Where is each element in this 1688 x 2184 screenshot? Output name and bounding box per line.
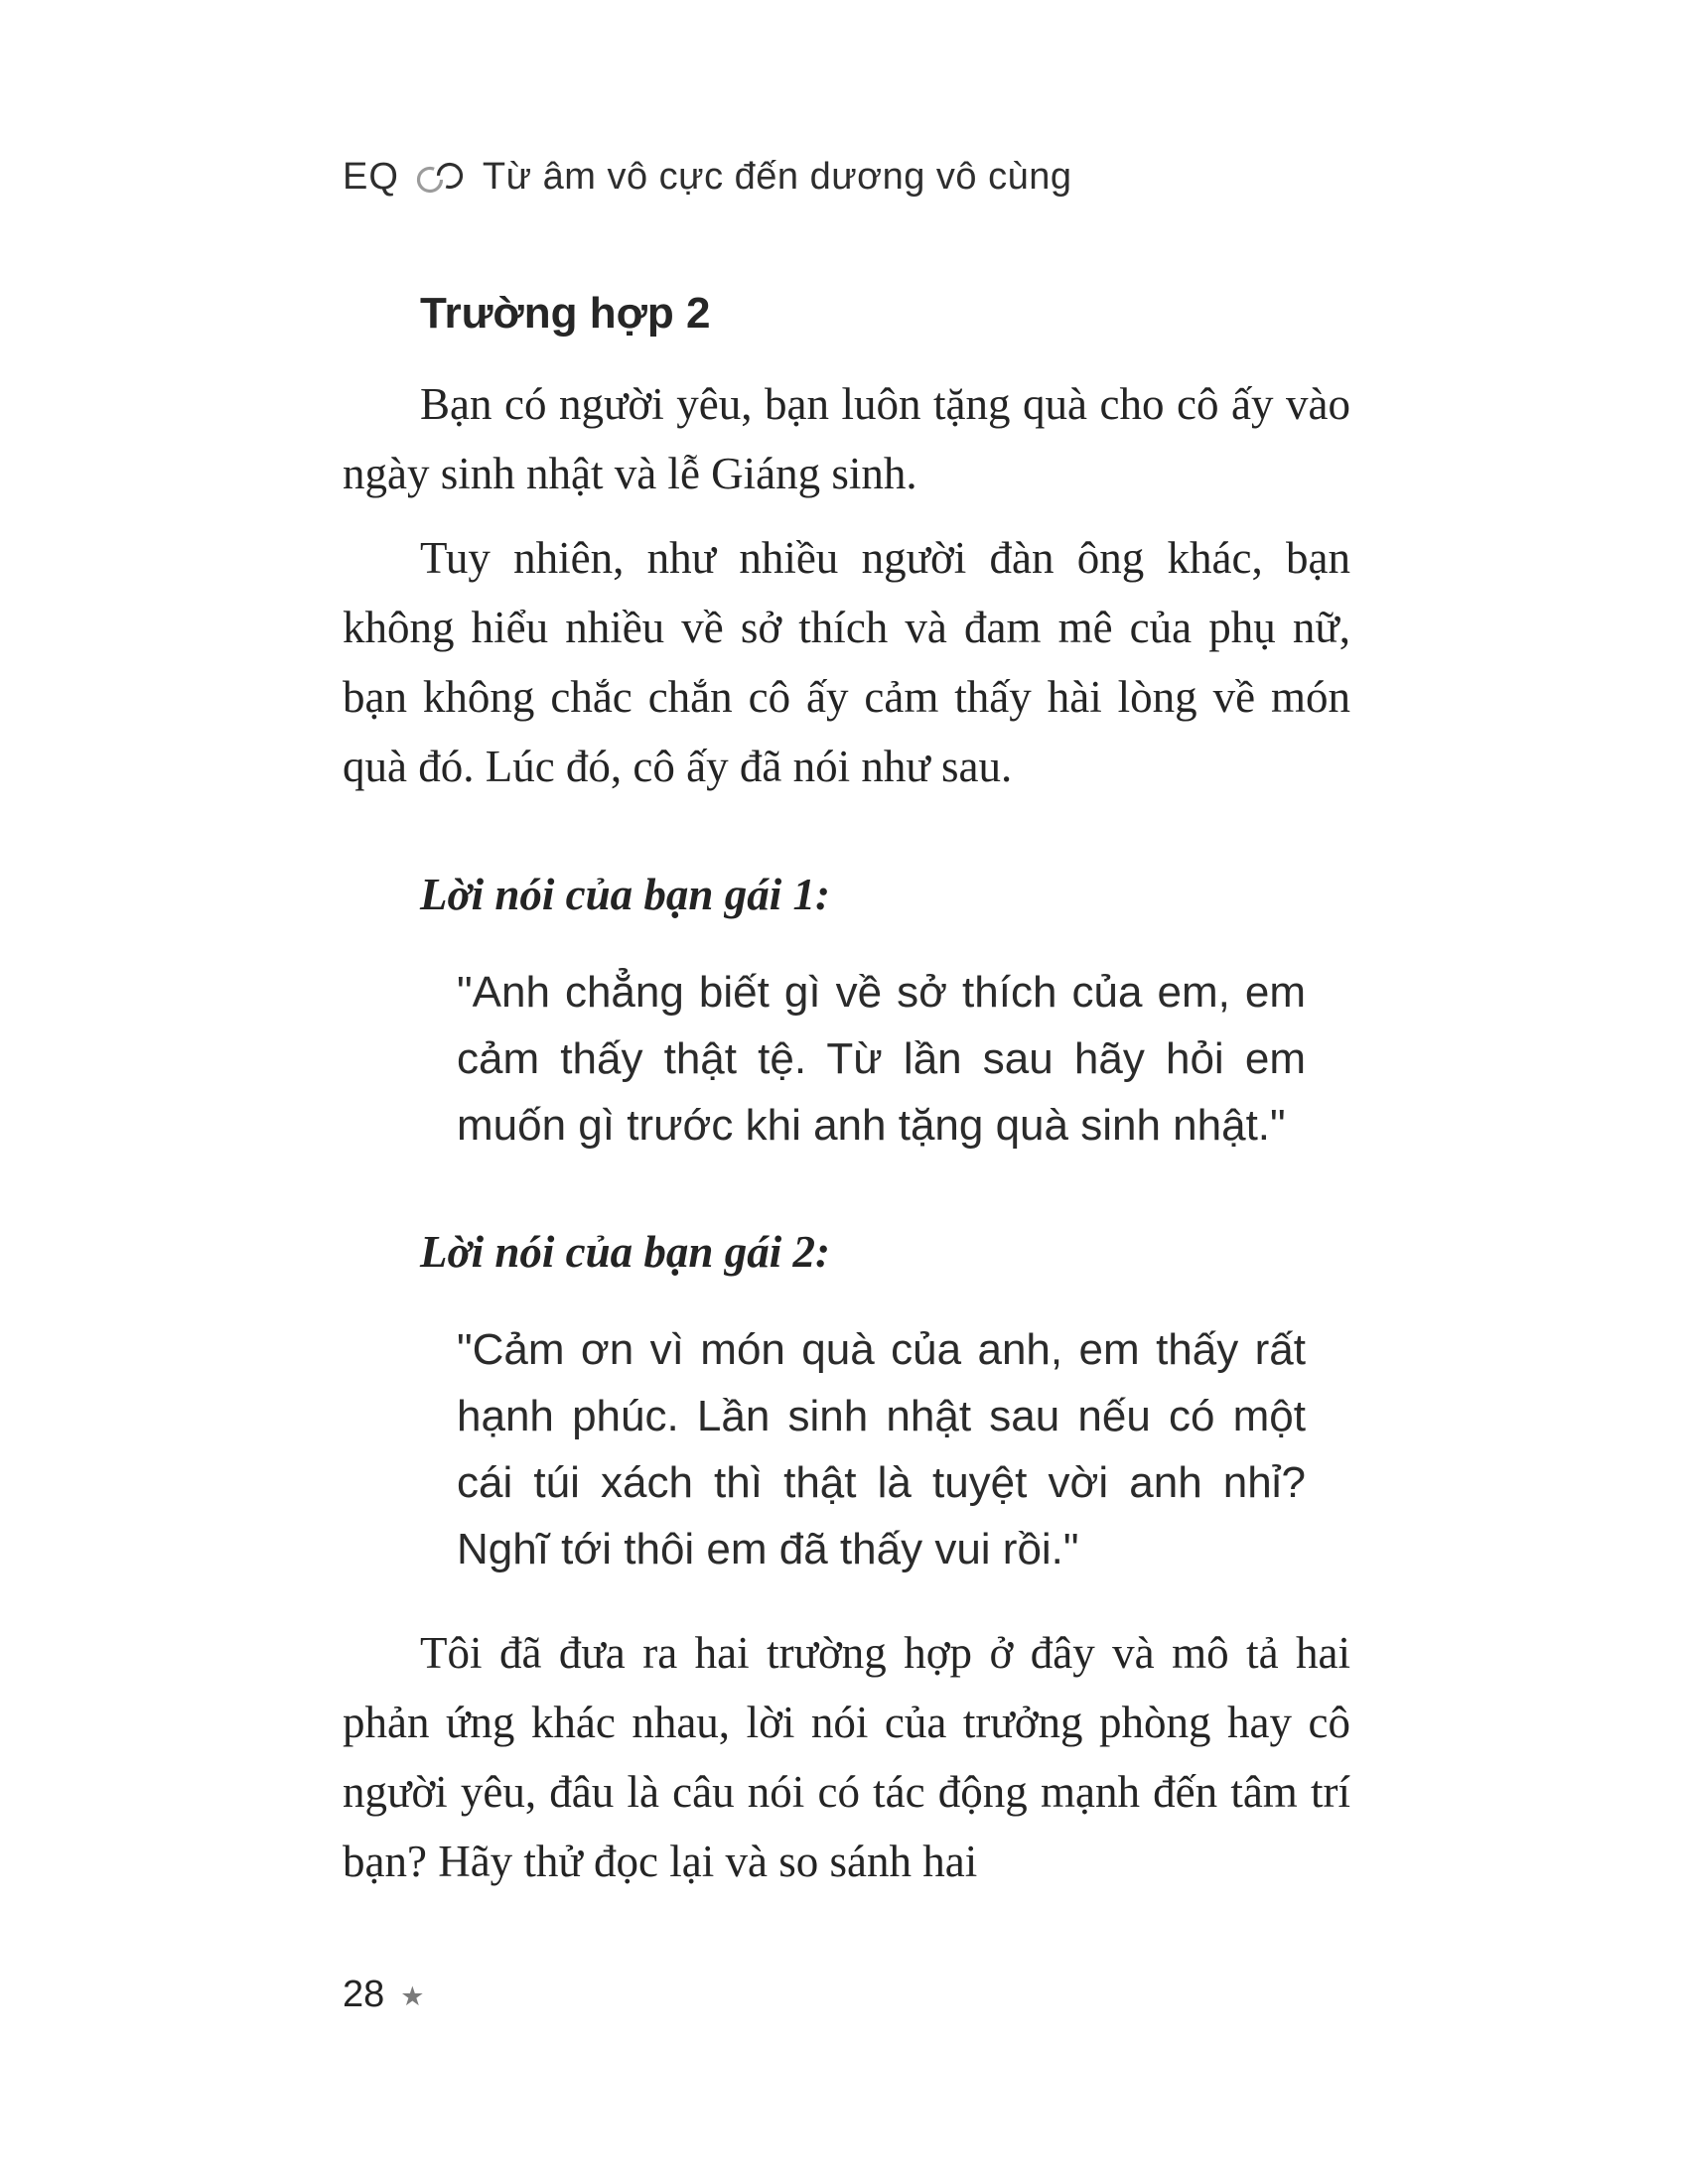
closing-paragraph: Tôi đã đưa ra hai trường hợp ở đây và mô tả hai phản ứng khác nhau, lời nói của trưởng phòng hay cô người yêu, đâu là câu nói có tác động mạnh đến tâm trí bạn? Hãy thử đọc lại và so sánh hai <box>343 1628 1350 1887</box>
running-title: Từ âm vô cực đến dương vô cùng <box>482 156 1072 198</box>
case-heading: Trường hợp 2 <box>420 288 711 338</box>
running-head <box>343 155 1350 201</box>
speech-label-2: Lời nói của bạn gái 2: <box>420 1227 830 1278</box>
brand-eq: EQ <box>343 156 399 198</box>
speech-label-1: Lời nói của bạn gái 1: <box>420 870 830 920</box>
paragraph-1: Bạn có người yêu, bạn luôn tặng quà cho cô ấy vào ngày sinh nhật và lễ Giáng sinh. <box>343 379 1350 499</box>
star-icon: ★ <box>400 1981 425 2011</box>
speech-quote-1: "Anh chẳng biết gì về sở thích của em, em cảm thấy thật tệ. Từ lần sau hãy hỏi em muốn gì trước khi anh tặng quà sinh nhật." <box>457 968 1306 1151</box>
paragraph-2: Tuy nhiên, như nhiều người đàn ông khác, bạn không hiểu nhiều về sở thích và đam mê của phụ nữ, bạn không chắc chắn cô ấy cảm thấy hài lòng về món quà đó. Lúc đó, cô ấy đã nói như sau. <box>343 533 1350 792</box>
infinity-link-icon <box>415 161 467 195</box>
page-footer <box>343 1974 425 2016</box>
page-number: 28 <box>343 1974 385 2015</box>
speech-quote-2: "Cảm ơn vì món quà của anh, em thấy rất hạnh phúc. Lần sinh nhật sau nếu có một cái túi xách thì thật là tuyệt vời anh nhỉ? Nghĩ tới thôi em đã thấy vui rồi." <box>457 1325 1306 1574</box>
